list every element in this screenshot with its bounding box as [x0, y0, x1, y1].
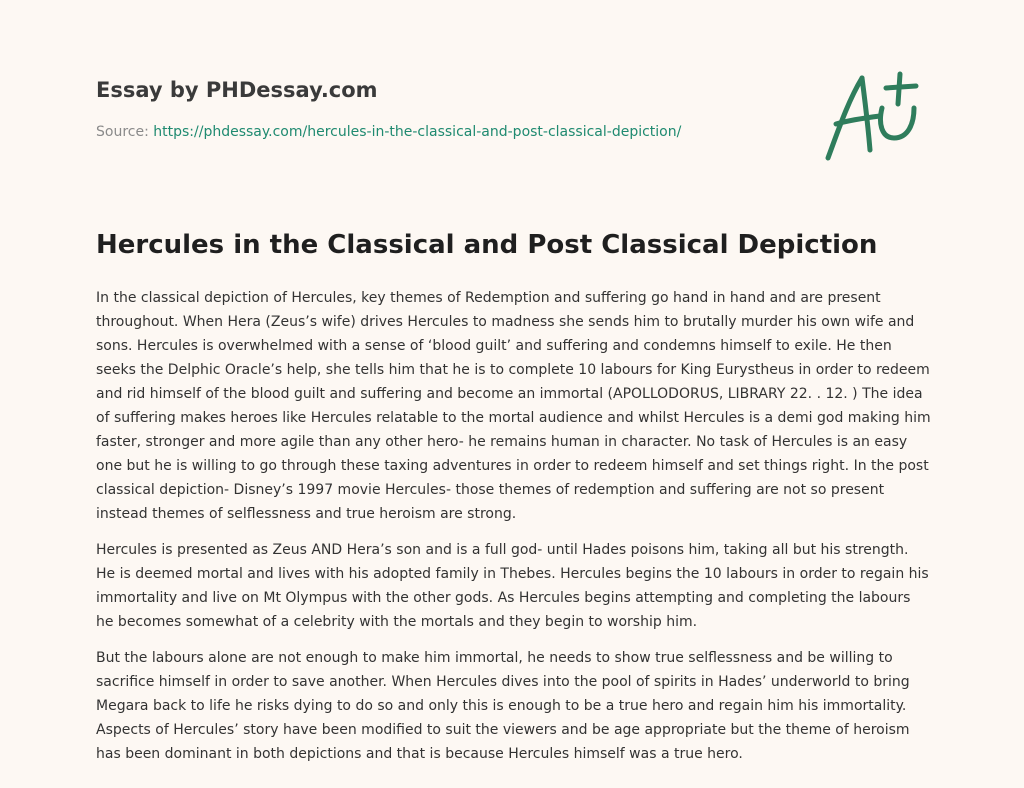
- a-plus-grade-icon: [818, 66, 930, 166]
- source-line: [96, 123, 796, 141]
- site-title: Essay by PHDessay.com: [96, 78, 378, 102]
- source-link[interactable]: https://phdessay.com/hercules-in-the-classical-and-post-classical-depiction/: [153, 124, 682, 140]
- essay-paragraph: But the labours alone are not enough to make him immortal, he needs to show true selflessness and be willing to sacrifice himself in order to save another. When Hercules dives into the pool of spirits in Hades’ underworld to bring Megara back to life he risks dying to do so and only this is enough to be a true hero and regain him his immortality. Aspects of Hercules’ story have been modified to suit the viewers and be age appropriate but the theme of heroism has been dominant in both depictions and that is because Hercules himself was a true hero.: [96, 650, 910, 762]
- essay-paragraph: In the classical depiction of Hercules, key themes of Redemption and suffering go hand in hand and are present throughout. When Hera (Zeus’s wife) drives Hercules to madness she sends him to brutally murder his own wife and sons. Hercules is overwhelmed with a sense of ‘blood guilt’ and suffering and condemns himself to exile. He then seeks the Delphic Oracle’s help, she tells him that he is to complete 10 labours for King Eurystheus in order to redeem and rid himself of the blood guilt and suffering and become an immortal (APOLLODORUS, LIBRARY 22. . 12. ) The idea of suffering makes heroes like Hercules relatable to the mortal audience and whilst Hercules is a demi god making him faster, stronger and more agile than any other hero- he remains human in character. No task of Hercules is an easy one but he is willing to go through these taxing adventures in order to redeem himself and set things right. In the post classical depiction- Disney’s 1997 movie Hercules- those themes of redemption and suffering are not so present instead themes of selflessness and true heroism are strong.: [96, 290, 931, 522]
- essay-title: Hercules in the Classical and Post Classical Depiction: [96, 230, 878, 260]
- essay-paragraph: Hercules is presented as Zeus AND Hera’s son and is a full god- until Hades poisons him, taking all but his strength. He is deemed mortal and lives with his adopted family in Thebes. Hercules begins the 10 labours in order to regain his immortality and live on Mt Olympus with the other gods. As Hercules begins attempting and completing the labours he becomes somewhat of a celebrity with the mortals and they begin to worship him.: [96, 542, 929, 630]
- source-label: Source:: [96, 124, 149, 140]
- essay-body: [96, 286, 932, 778]
- page-header: [96, 76, 796, 141]
